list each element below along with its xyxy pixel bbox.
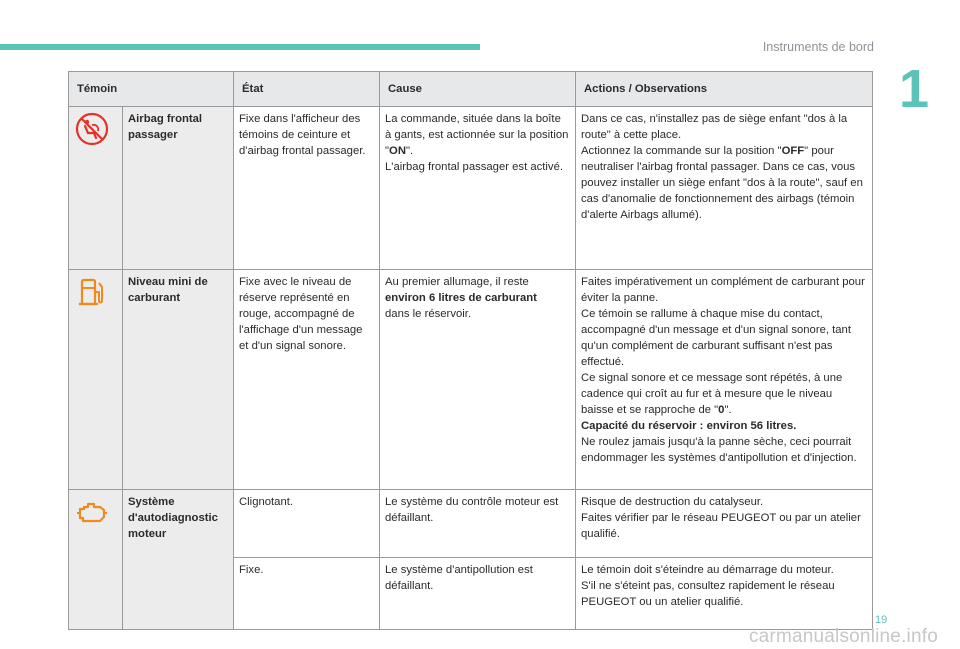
actions-cell: Risque de destruction du catalyseur. Faites vérifier par le réseau PEUGEOT ou par un atelier qualifié. <box>576 490 873 558</box>
section-title: Instruments de bord <box>762 40 874 54</box>
state-cell: Clignotant. <box>234 490 380 558</box>
page-number: 19 <box>875 614 888 626</box>
column-header: Témoin <box>69 72 234 107</box>
cause-cell: Le système du contrôle moteur est défaillant. <box>380 490 576 558</box>
state-cell: Fixe dans l'afficheur des témoins de ceinture et d'airbag frontal passager. <box>234 107 380 270</box>
cause-cell: La commande, située dans la boîte à gants, est actionnée sur la position "ON". L'airbag frontal passager est activé. <box>380 107 576 270</box>
column-header: Cause <box>380 72 576 107</box>
icon-cell <box>69 490 123 630</box>
chapter-number: 1 <box>899 59 930 119</box>
watermark-text: carmanualsonline.info <box>748 626 938 647</box>
column-header: Actions / Observations <box>576 72 873 107</box>
fuel-pump-icon <box>74 301 110 313</box>
accent-bar <box>0 44 480 50</box>
state-cell: Fixe. <box>234 558 380 630</box>
airbag-off-icon <box>74 138 110 150</box>
table-row <box>69 107 873 270</box>
actions-cell: Dans ce cas, n'installez pas de siège enfant "dos à la route" à cette place. Actionnez la commande sur la position "OFF" pour neutraliser l'airbag frontal passager. Dans ce cas, vous pouvez installer un siège enfant "dos à la route", sauf en cas d'anomalie de fonctionnement des airbags (témoin d'alerte Airbags allumé). <box>576 107 873 270</box>
warning-lights-table <box>68 71 873 630</box>
icon-cell <box>69 107 123 270</box>
warning-name: Airbag frontal passager <box>123 107 234 270</box>
table-row <box>69 270 873 490</box>
state-cell: Fixe avec le niveau de réserve représenté en rouge, accompagné de l'affichage d'un message et d'un signal sonore. <box>234 270 380 490</box>
table-row <box>69 490 873 558</box>
warning-name: Système d'autodiagnostic moteur <box>123 490 234 630</box>
icon-cell <box>69 270 123 490</box>
actions-cell: Le témoin doit s'éteindre au démarrage du moteur. S'il ne s'éteint pas, consultez rapidement le réseau PEUGEOT ou un atelier qualifié. <box>576 558 873 630</box>
warning-name: Niveau mini de carburant <box>123 270 234 490</box>
actions-cell: Faites impérativement un complément de carburant pour éviter la panne. Ce témoin se rallume à chaque mise du contact, accompagné d'un message et d'un signal sonore, tant qu'un complément de carburant suffisant n'est pas effectué. Ce signal sonore et ce message sont répétés, à une cadence qui croît au fur et à mesure que le niveau baisse et se rapproche de "0". Capacité du réservoir : environ 56 litres. Ne roulez jamais jusqu'à la panne sèche, ceci pourrait endommager les systèmes d'antipollution et d'injection. <box>576 270 873 490</box>
cause-cell: Le système d'antipollution est défaillant. <box>380 558 576 630</box>
table-header-row <box>69 72 873 107</box>
column-header: État <box>234 72 380 107</box>
engine-check-icon <box>74 521 110 533</box>
cause-cell: Au premier allumage, il reste environ 6 litres de carburant dans le réservoir. <box>380 270 576 490</box>
